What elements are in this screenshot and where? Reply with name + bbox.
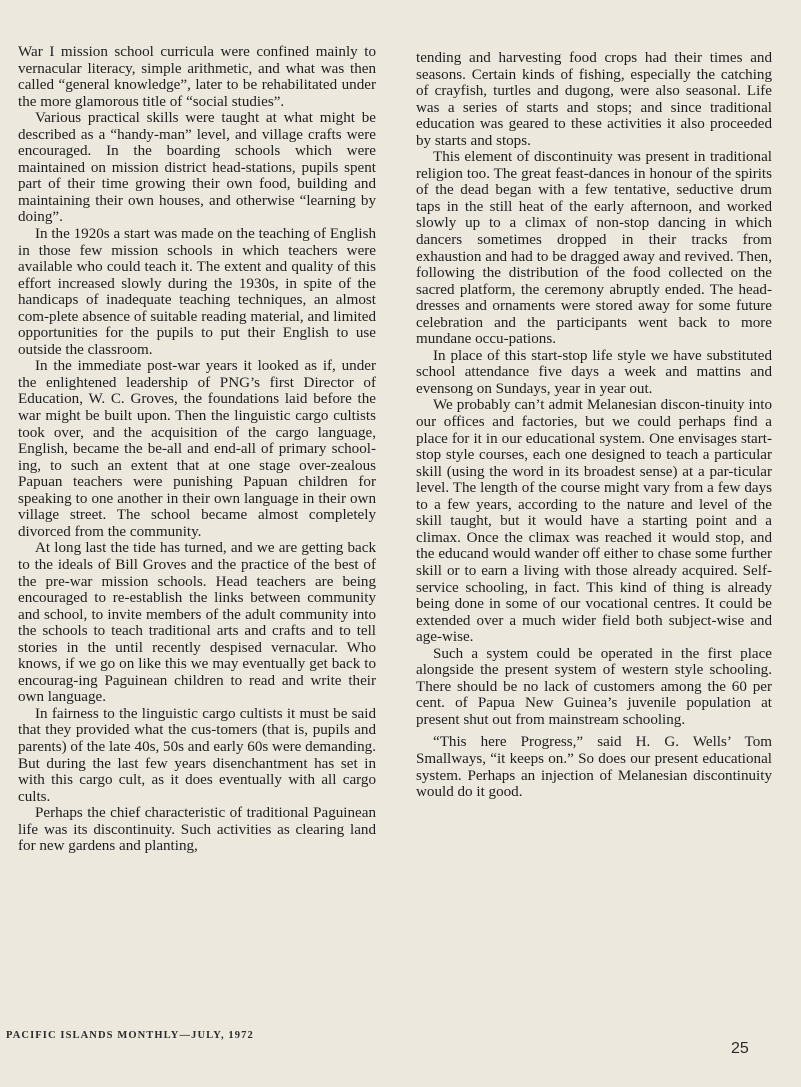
paragraph: In fairness to the linguistic cargo cultists it must be said that they provided what the cus-tomers (that is, pupils and parents) of the late 40s, 50s and early 60s were demanding. But during the last few years disenchantment has set in with this cargo cult, as it does eventually with all cargo cults. <box>18 705 376 805</box>
paragraph: In place of this start-stop life style we have substituted school attendance five days a week and mattins and evensong on Sundays, year in year out. <box>416 347 772 397</box>
paragraph: This element of discontinuity was present in traditional religion too. The great feast-dances in honour of the spirits of the dead began with a few tentative, seductive drum taps in the still heat of the early afternoon, and worked slowly up to a climax of non-stop dancing in which dancers sometimes dropped in their tracks from exhaustion and had to be dragged away and revived. Then, following the distribution of the food collected on the sacred platform, the ceremony abruptly ended. The head-dresses and ornaments were stored away for some future celebration and the participants went back to more mundane occu-pations. <box>416 149 772 348</box>
paragraph: In the immediate post-war years it looked as if, under the enlightened leadership of PNG’s first Director of Education, W. C. Groves, the foundations laid before the war might be built upon. Then the linguistic cargo cultists took over, and the acquisition of the cargo language, English, became the be-all and end-all of primary school-ing, to such an extent that at one stage over-zealous Papuan teachers were punishing Papuan children for speaking to one another in their own language in their own village street. The school became almost completely divorced from the community. <box>18 358 376 540</box>
publication-footer: PACIFIC ISLANDS MONTHLY—JULY, 1972 <box>6 1030 254 1041</box>
paragraph: We probably can’t admit Melanesian discon-tinuity into our offices and factories, but we could perhaps find a place for it in our educational system. One envisages start-stop style courses, each one designed to teach a particular skill (using the word in its broadest sense) at a par-ticular level. The length of the course might vary from a few days to a few years, according to the nature and level of the skill taught, but it would have a starting point and a climax. Once the climax was reached it would stop, and the educand would wander off either to chase some further skill or to earn a living with those already acquired. Self-service schooling, in fact. This kind of thing is already being done in some of our vocational centres. It could be extended over a much wider field both subject-wise and age-wise. <box>416 397 772 646</box>
paragraph: Various practical skills were taught at what might be described as a “handy-man” level, and village crafts were encouraged. In the boarding schools which were maintained on mission district head-stations, pupils spent part of their time growing their own food, building and maintaining their own houses, and otherwise “learning by doing”. <box>18 110 376 226</box>
paragraph: “This here Progress,” said H. G. Wells’ Tom Smallways, “it keeps on.” So does our present educational system. Perhaps an injection of Melanesian discontinuity would do it good. <box>416 734 772 801</box>
page-number: 25 <box>731 1040 749 1057</box>
paragraph: Perhaps the chief characteristic of traditional Paguinean life was its discontinuity. Such activities as clearing land for new gardens and planting, <box>18 805 376 855</box>
paragraph: tending and harvesting food crops had their times and seasons. Certain kinds of fishing, especially the catching of crayfish, turtles and dugong, were also seasonal. Life was a series of starts and stops; and since traditional education was geared to these activities it also proceeded by starts and stops. <box>416 50 772 149</box>
right-text-column <box>416 50 772 801</box>
paragraph: In the 1920s a start was made on the teaching of English in those few mission schools in which teachers were available who could teach it. The extent and quality of this effort increased slowly during the 1930s, in spite of the handicaps of inadequate teaching techniques, an almost com-plete absence of suitable reading material, and limited opportunities for the pupils to put their English to use outside the classroom. <box>18 226 376 358</box>
paragraph: War I mission school curricula were confined mainly to vernacular literacy, simple arithmetic, and what was then called “general knowledge”, later to be rehabilitated under the more glamorous title of “social studies”. <box>18 44 376 110</box>
paragraph: At long last the tide has turned, and we are getting back to the ideals of Bill Groves and the practice of the best of the pre-war mission schools. Head teachers are being encouraged to re-establish the links between community and school, to invite members of the adult community into the schools to teach traditional arts and crafts and to tell stories in the until recently despised vernacular. Who knows, if we go on like this we may eventually get back to encourag-ing Paguinean children to read and write their own language. <box>18 540 376 706</box>
paragraph: Such a system could be operated in the first place alongside the present system of western style schooling. There should be no lack of customers among the 60 per cent. of Papua New Guinea’s juvenile population at present shut out from mainstream schooling. <box>416 645 772 728</box>
left-text-column <box>18 44 376 855</box>
